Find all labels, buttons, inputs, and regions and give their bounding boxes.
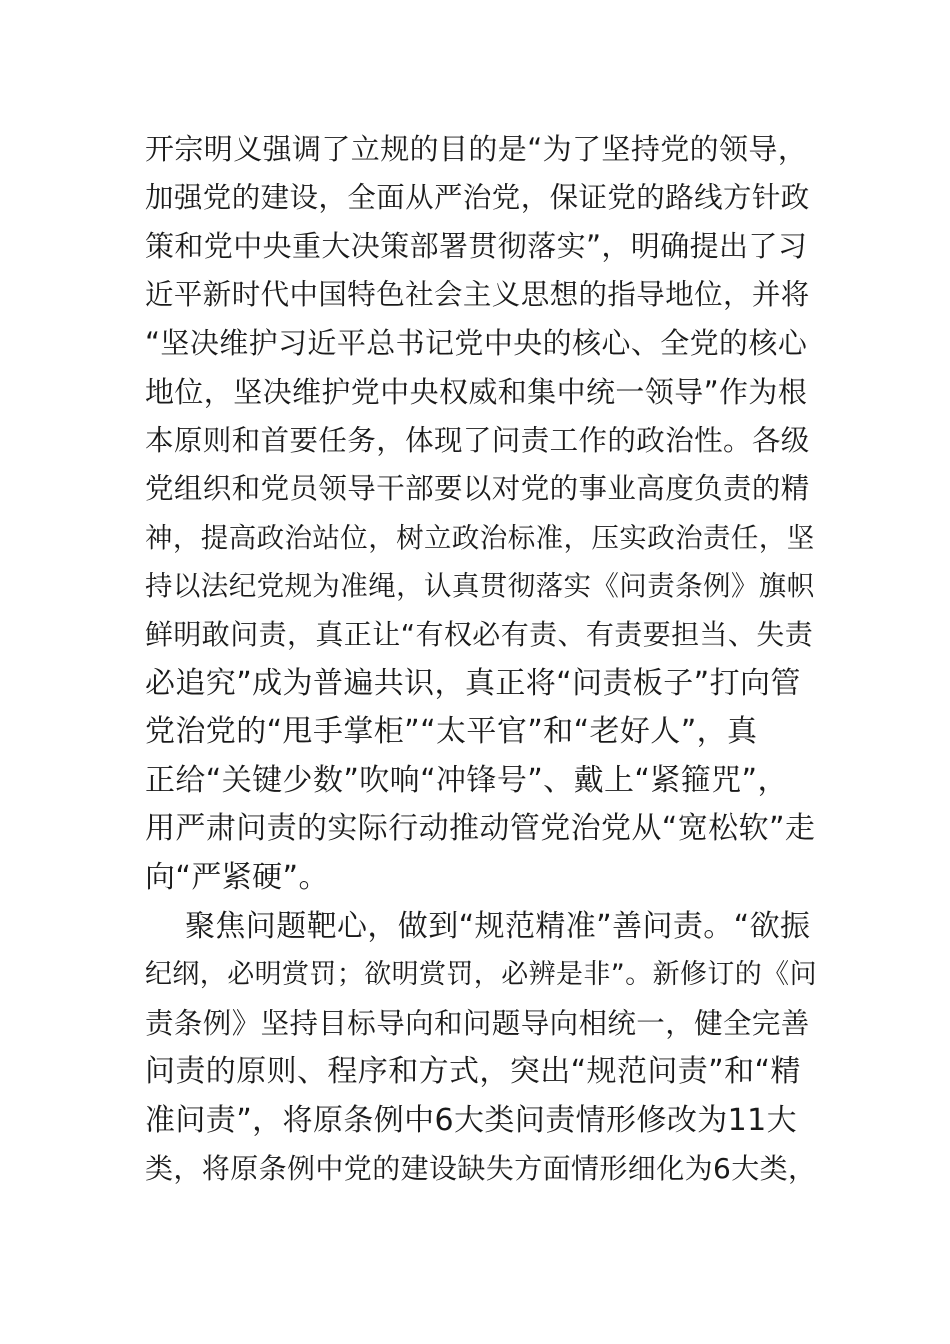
text-line: 准问责”，将原条例中6大类问责情形修改为11大 <box>145 1102 798 1138</box>
text-line: 鲜明敢问责，真正让“有权必有责、有责要担当、失责 <box>145 617 814 651</box>
text-line: 责条例》坚持目标导向和问题导向相统一，健全完善 <box>145 1006 810 1040</box>
text-line: 用严肃问责的实际行动推动管党治党从“宽松软”走 <box>145 811 816 847</box>
text-line: 聚焦问题靶心，做到“规范精准”善问责。“欲振 <box>185 908 811 944</box>
text-line: 开宗明义强调了立规的目的是“为了坚持党的领导， <box>145 132 808 166</box>
text-line: “坚决维护习近平总书记党中央的核心、全党的核心 <box>145 326 808 361</box>
text-line: 党治党的“甩手掌柜”“太平官”和“老好人”，真 <box>145 714 758 750</box>
document-body <box>145 125 815 1194</box>
text-line: 策和党中央重大决策部署贯彻落实”，明确提出了习 <box>145 229 808 264</box>
text-line: 类，将原条例中党的建设缺失方面情形细化为6大类， <box>145 1152 817 1186</box>
text-line: 地位，坚决维护党中央权威和集中统一领导”作为根 <box>145 374 808 409</box>
text-line: 近平新时代中国特色社会主义思想的指导地位，并将 <box>145 277 810 311</box>
text-line: 党组织和党员领导干部要以对党的事业高度负责的精 <box>145 472 810 506</box>
text-line: 必追究”成为普遍共识，真正将“问责板子”打向管 <box>145 665 801 701</box>
text-line: 问责的原则、程序和方式，突出“规范问责”和“精 <box>145 1054 801 1090</box>
text-line: 神，提高政治站位，树立政治标准，压实政治责任，坚 <box>145 521 815 554</box>
paragraph-1 <box>145 125 815 903</box>
text-line: 纪纲，必明赏罚；欲明赏罚，必辨是非”。新修订的《问 <box>145 959 817 991</box>
text-line: 持以法纪党规为准绳，认真贯彻落实《问责条例》旗帜 <box>145 570 815 603</box>
text-line: 向“严紧硬”。 <box>145 859 329 895</box>
paragraph-2 <box>145 903 815 1195</box>
text-line: 加强党的建设，全面从严治党，保证党的路线方针政 <box>145 180 810 214</box>
text-line: 本原则和首要任务，体现了问责工作的政治性。各级 <box>145 423 810 457</box>
text-line: 正给“关键少数”吹响“冲锋号”、戴上“紧箍咒”， <box>145 762 788 798</box>
